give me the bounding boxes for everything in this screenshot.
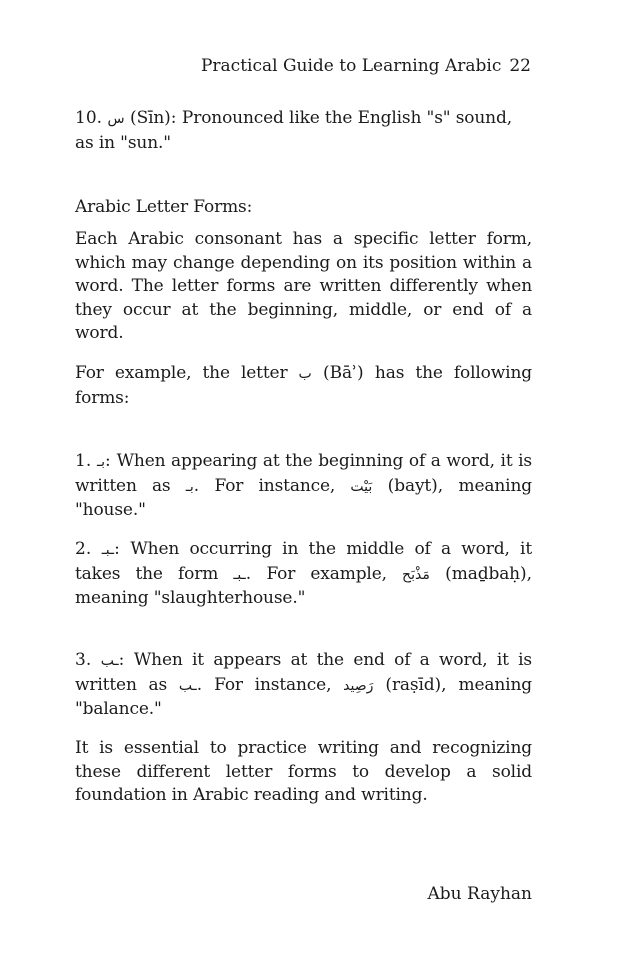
form-text-b: . For instance, <box>193 475 336 496</box>
form-text-c: (bayt), meaning "house." <box>75 475 532 520</box>
running-header <box>201 54 531 78</box>
example-word: بَيْت <box>350 478 373 495</box>
example-word: رَصِيد <box>343 677 374 694</box>
form-item-initial <box>75 450 532 523</box>
form-text-a: : When it appears at the end of a word, it is written as <box>75 650 532 695</box>
example-intro-before: For example, the letter <box>75 363 288 383</box>
form-number: 3. <box>75 650 92 670</box>
form-text-b: . For instance, <box>196 674 332 695</box>
form-inline: ـبـ <box>233 566 246 583</box>
form-text-a: : When appearing at the beginning of a word, it is written as <box>75 451 533 496</box>
arabic-letter-sin: س <box>107 111 125 127</box>
section-heading: Arabic Letter Forms: <box>75 197 253 217</box>
book-title: Practical Guide to Learning Arabic <box>200 56 502 76</box>
form-glyph: بـ <box>97 454 106 470</box>
form-item-medial <box>75 538 532 611</box>
entry-text: (Sīn): Pronounced like the English "s" sound, as in "sun." <box>75 108 512 153</box>
form-inline: بـ <box>185 478 194 495</box>
form-text-c: (maḏbaḥ), meaning "slaughterhouse." <box>75 563 533 608</box>
arabic-letter-ba: ب <box>298 366 312 382</box>
form-number: 1. <box>75 451 92 471</box>
example-word: مَذْبَح <box>402 566 430 583</box>
conclusion-paragraph: It is essential to practice writing and recognizing these different letter forms to develop a solid foundation in Arabic reading and writing. <box>75 738 532 805</box>
sin-entry <box>75 107 532 155</box>
author-signature: Abu Rayhan <box>427 884 532 904</box>
form-text-c: (raṣīd), meaning "balance." <box>75 674 532 719</box>
form-glyph: ـب <box>100 653 119 669</box>
form-number: 2. <box>75 539 92 559</box>
form-text-a: : When occurring in the middle of a word, it takes the form <box>75 539 533 584</box>
form-glyph: ـبـ <box>101 542 115 558</box>
form-text-b: . For example, <box>245 563 387 584</box>
example-intro-paragraph <box>75 362 532 410</box>
intro-paragraph: Each Arabic consonant has a specific letter form, which may change depending on its position within a word. The letter forms are written differently when they occur at the beginning, middle, or end of a word. <box>75 229 532 343</box>
form-item-final <box>75 649 532 722</box>
example-intro-after: (Bāʾ) has the following forms: <box>75 363 532 408</box>
entry-number: 10. <box>75 108 103 128</box>
page-number: 22 <box>509 56 531 76</box>
form-inline: ـب <box>178 677 197 694</box>
